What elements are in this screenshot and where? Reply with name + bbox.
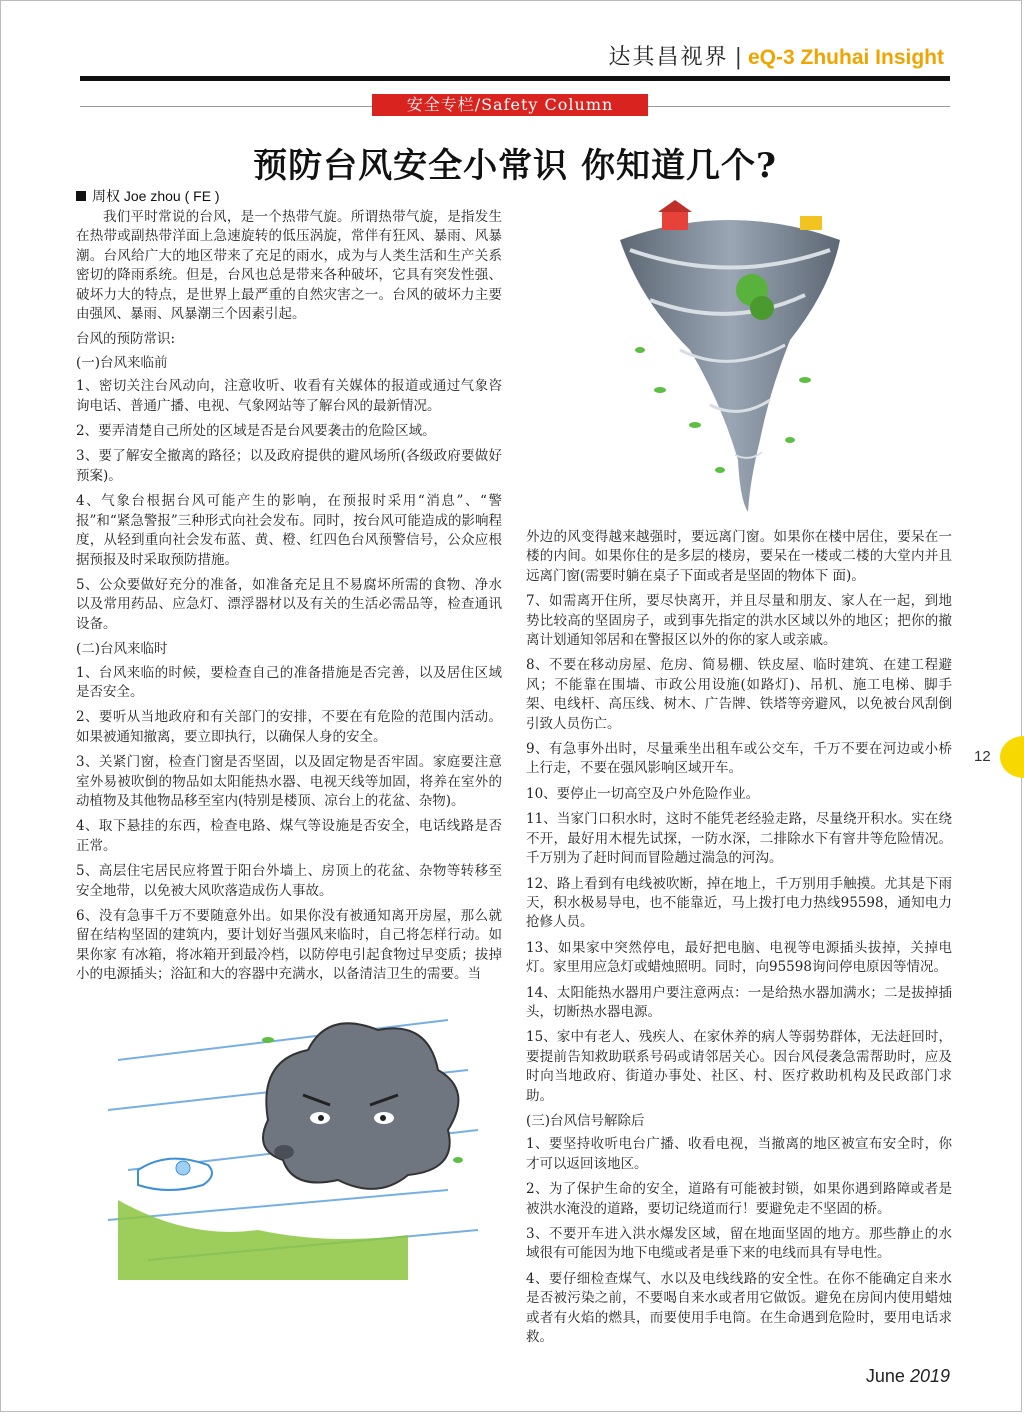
page-number: 12 — [974, 748, 991, 765]
list-item: 5、公众要做好充分的准备，如准备充足且不易腐坏所需的食物、净水以及常用药品、应急灯、漂浮器材以及有关的生活必需品等，检查通讯设备。 — [76, 576, 502, 632]
page-title: 预防台风安全小常识 你知道几个? — [253, 146, 777, 186]
list-item: 3、关紧门窗，检查门窗是否坚固，以及固定物是否牢固。家庭要注意室外易被吹倒的物品如太阳能热水器、电视天线等加固，将养在室外的动植物及其他物品移至室内(特别是楼顶、凉台上的花盆、杂物)。 — [76, 754, 502, 809]
brand — [609, 40, 944, 71]
list-item: 3、不要开车进入洪水爆发区域，留在地面坚固的地方。那些静止的水域很有可能因为地下电缆或者是垂下来的电线而具有导电性。 — [526, 1226, 952, 1262]
list-item: 12、路上看到有电线被吹断，掉在地上，千万别用手触摸。尤其是下雨天，积水极易导电，也不能靠近，马上拨打电力热线95598，通知电力抢修人员。 — [526, 875, 952, 931]
list-item: 11、当家门口积水时，这时不能凭老经验走路，尽量绕开积水。实在绕不开，最好用木棍先试探，一防水深，二排除水下有窨井等危险情况。千万别为了赶时间而冒险趟过湍急的河沟。 — [526, 811, 952, 867]
list-item: 9、有急事外出时，尽量乘坐出租车或公交车，千万不要在河边或小桥上行走，不要在强风影响区域开车。 — [526, 741, 952, 777]
list-item: 4、气象台根据台风可能产生的影响，在预报时采用“消息”、“警报”和“紧急警报”三种形式向社会发布。同时，按台风可能造成的影响程度，从轻到重向社会发布蓝、黄、橙、红四色台风预警信号，公众应根据预报及时采取预防措施。 — [76, 493, 502, 568]
list-item: 3、要了解安全撤离的路径；以及政府提供的避风场所(各级政府要做好预案)。 — [76, 448, 502, 484]
right-column — [526, 528, 952, 1353]
list-item: 4、要仔细检查煤气、水以及电线线路的安全性。在你不能确定自来水是否被污染之前，不要喝自来水或者用它做饭。避免在房间内使用蜡烛或者有火焰的燃具，而要使用手电筒。在生命遇到危险时，要用电话求救。 — [526, 1270, 952, 1346]
list-item: 8、不要在移动房屋、危房、简易棚、铁皮屋、临时建筑、在建工程避风；不能靠在围墙、市政公用设施(如路灯)、吊机、施工电梯、脚手架、电线杆、高压线、树木、广告牌、铁塔等旁避风，以免被台风刮倒引致人员伤亡。 — [526, 657, 952, 732]
list-item: 2、为了保护生命的安全，道路有可能被封锁，如果你遇到路障或者是被洪水淹没的道路，要切记绕道而行！要避免走不坚固的桥。 — [526, 1181, 952, 1217]
list-item: 13、如果家中突然停电，最好把电脑、电视等电源插头拔掉，关掉电灯。家里用应急灯或蜡烛照明。同时，向95598询问停电原因等情况。 — [526, 939, 952, 976]
tornado-illustration — [600, 200, 860, 520]
brand-en: eQ-3 Zhuhai Insight — [747, 46, 944, 69]
brand-separator: | — [734, 45, 742, 70]
footer-month: June — [865, 1366, 905, 1386]
author-name: 周权 Joe zhou ( FE ) — [92, 188, 220, 204]
section-heading: 台风的预防常识: — [76, 331, 176, 348]
section1-title: (一)台风来临前 — [76, 354, 168, 371]
brand-cn: 达其昌视界 — [608, 45, 729, 70]
author-line — [76, 186, 220, 206]
list-item: 2、要听从当地政府和有关部门的安排，不要在有危险的范围内活动。如果被通知撤离，要立即执行，以确保人身的安全。 — [76, 709, 502, 745]
intro-paragraph: 我们平时常说的台风，是一个热带气旋。所谓热带气旋，是指发生在热带或副热带洋面上急速旋转的低压涡旋，常伴有狂风、暴雨、风暴潮。台风给广大的地区带来了充足的雨水，成为与人类生活和生产关系密切的降雨系统。但是，台风也总是带来各种破坏，它具有突发性强、破坏力大的特点，是世界上最严重的自然灾害之一。台风的破坏力主要由强风、暴雨、风暴潮三个因素引起。 — [76, 209, 502, 323]
list-item: 2、要弄清楚自己所处的区域是否是台风要袭击的危险区域。 — [76, 423, 436, 440]
list-item: 14、太阳能热水器用户要注意两点：一是给热水器加满水；二是拔掉插头，切断热水器电源。 — [526, 984, 952, 1020]
footer-year: 2019 — [909, 1366, 950, 1386]
section3-title: (三)台风信号解除后 — [526, 1112, 645, 1129]
storm-cloud-illustration — [108, 1000, 478, 1280]
column-tag: 安全专栏/Safety Column — [372, 94, 648, 116]
footer-date — [866, 1366, 950, 1387]
header-rule — [80, 76, 950, 81]
section2-title: (二)台风来临时 — [76, 641, 168, 658]
list-item: 外边的风变得越来越强时，要远离门窗。如果你在楼中居住，要呆在一楼的内间。如果你住的是多层的楼房，要呆在一楼或二楼的大堂内并且远离门窗(需要时躺在桌子下面或者是坚固的物体下 面)。 — [526, 529, 952, 584]
list-item: 6、没有急事千万不要随意外出。如果你没有被通知离开房屋，那么就留在结构坚固的建筑内，要计划好当强风来临时，自己将怎样行动。如果你家 有冰箱，将冰箱开到最冷档，以防停电引起食物过早变质；拔掉小的电源插头；浴缸和大的容器中充满水，以备清洁卫生的需要。当 — [76, 908, 502, 983]
list-item: 4、取下悬挂的东西，检查电路、煤气等设施是否安全，电话线路是否正常。 — [76, 818, 502, 854]
list-item: 10、要停止一切高空及户外危险作业。 — [526, 785, 760, 802]
list-item: 7、如需离开住所，要尽快离开，并且尽量和朋友、家人在一起，到地势比较高的坚固房子，或到事先指定的洪水区域以外的地区；把你的撤离计划通知邻居和在警报区以外的你的家人或亲戚。 — [526, 593, 952, 649]
list-item: 5、高层住宅居民应将置于阳台外墙上、房顶上的花盆、杂物等转移至安全地带，以免被大风吹落造成伤人事故。 — [76, 863, 502, 899]
header — [80, 40, 950, 74]
list-item: 1、要坚持收听电台广播、收看电视，当撤离的地区被宣布安全时，你才可以返回该地区。 — [526, 1136, 952, 1172]
square-bullet-icon — [76, 191, 86, 201]
list-item: 1、台风来临的时候，要检查自己的准备措施是否完善，以及居住区域是否安全。 — [76, 664, 502, 700]
left-column — [76, 208, 502, 991]
list-item: 15、家中有老人、残疾人、在家休养的病人等弱势群体，无法赶回时，要提前告知救助联系号码或请邻居关心。因台风侵袭急需帮助时，应及时向当地政府、街道办事处、社区、村、医疗救助机构及民政部门求助。 — [526, 1029, 952, 1104]
list-item: 1、密切关注台风动向，注意收听、收看有关媒体的报道或通过气象咨询电话、普通广播、电视、气象网站等了解台风的最新情况。 — [76, 378, 502, 414]
